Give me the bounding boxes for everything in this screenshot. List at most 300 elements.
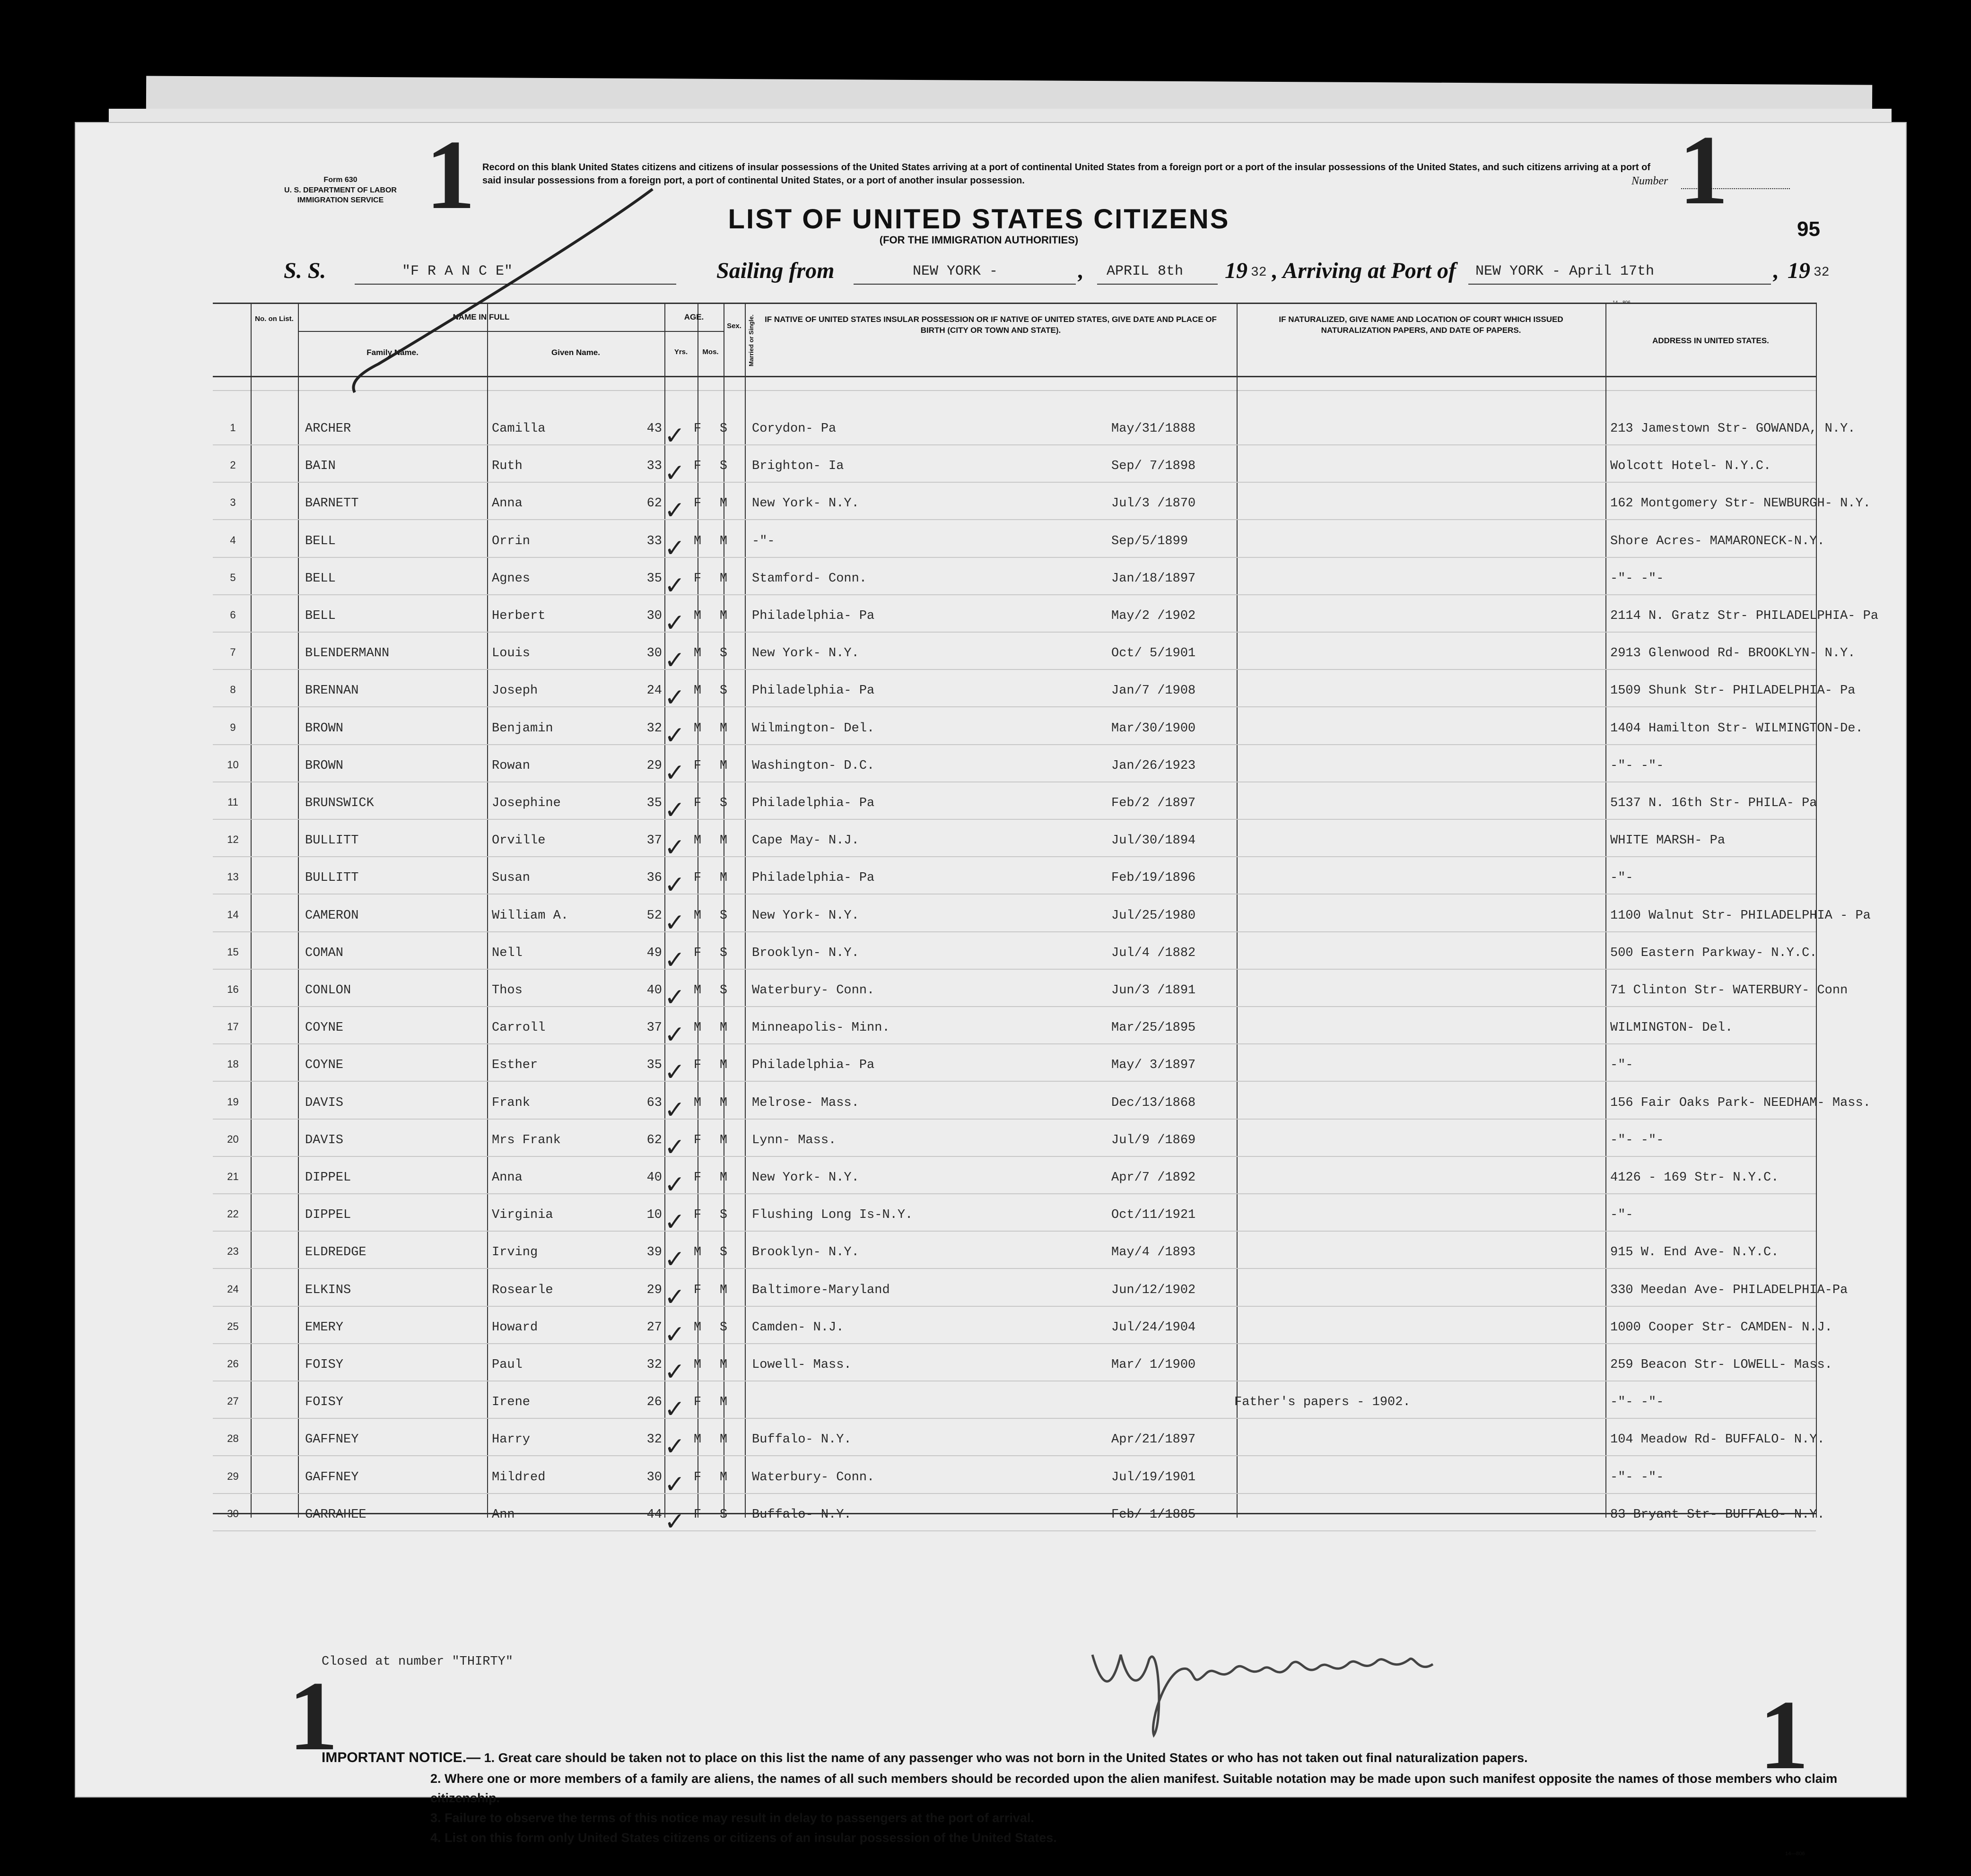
- marital-status: M: [719, 1133, 728, 1147]
- birth-date: Mar/25/1895: [1111, 1021, 1196, 1035]
- header-age: AGE.: [684, 313, 704, 321]
- sex: F: [693, 871, 702, 886]
- given-name: Howard: [492, 1320, 538, 1335]
- marital-status: M: [719, 1395, 728, 1410]
- check-mark-icon: ✓: [664, 1095, 685, 1124]
- family-name: COYNE: [305, 1021, 344, 1035]
- given-name: Joseph: [492, 684, 538, 698]
- marital-status: M: [719, 609, 728, 623]
- age-years: 33: [646, 459, 662, 474]
- birth-place: New York- N.Y.: [752, 1171, 859, 1185]
- row-rule: [213, 594, 1816, 595]
- birth-date: Apr/21/1897: [1111, 1433, 1196, 1447]
- table-row: [213, 1497, 1825, 1536]
- family-name: BARNETT: [305, 496, 359, 511]
- given-name: Ruth: [492, 459, 523, 474]
- sex: F: [693, 459, 702, 474]
- family-name: BULLITT: [305, 871, 359, 886]
- birth-place: Brooklyn- N.Y.: [752, 1245, 859, 1260]
- sex: F: [693, 796, 702, 810]
- given-name: Harry: [492, 1433, 531, 1447]
- sailing-year: 32: [1251, 265, 1267, 280]
- table-row: [213, 786, 1816, 824]
- number-field-line: [1681, 188, 1790, 189]
- table-row: [213, 1235, 1816, 1273]
- marital-status: M: [719, 1095, 728, 1110]
- birth-date: Jul/30/1894: [1111, 834, 1196, 848]
- row-rule: [213, 632, 1816, 633]
- sex: F: [693, 1507, 702, 1522]
- address: 104 Meadow Rd- BUFFALO- N.Y.: [1610, 1433, 1825, 1447]
- check-mark-icon: ✓: [664, 609, 685, 637]
- given-name: Anna: [492, 1171, 523, 1185]
- given-name: Virginia: [492, 1208, 553, 1223]
- address: -"-: [1610, 1208, 1633, 1223]
- year-prefix: 19: [1788, 258, 1810, 283]
- birth-place: Philadelphia- Pa: [752, 684, 875, 698]
- comma: ,: [1773, 258, 1779, 283]
- table-row: [213, 936, 1816, 973]
- comma: ,: [1078, 258, 1084, 283]
- address: -"- -"-: [1610, 571, 1664, 586]
- sex: M: [693, 1021, 702, 1035]
- row-rule: [213, 1530, 1816, 1531]
- check-mark-icon: ✓: [664, 1507, 685, 1536]
- row-rule: [213, 1231, 1816, 1232]
- check-mark-icon: ✓: [664, 908, 685, 937]
- address: 1404 Hamilton Str- WILMINGTON-De.: [1610, 721, 1863, 736]
- family-name: ELKINS: [305, 1283, 351, 1297]
- family-name: COYNE: [305, 1058, 344, 1073]
- row-number: 29: [227, 1470, 239, 1482]
- family-name: FOISY: [305, 1395, 344, 1410]
- row-rule: [213, 1043, 1816, 1044]
- address: 156 Fair Oaks Park- NEEDHAM- Mass.: [1610, 1095, 1871, 1110]
- marital-status: M: [719, 1058, 728, 1073]
- sex: M: [693, 534, 702, 548]
- given-name: Herbert: [492, 609, 546, 623]
- marital-status: S: [719, 684, 728, 698]
- family-name: DIPPEL: [305, 1208, 351, 1223]
- age-years: 40: [646, 983, 662, 998]
- header-address: ADDRESS IN UNITED STATES.: [1652, 336, 1769, 345]
- row-rule: [213, 1193, 1816, 1194]
- family-name: BELL: [305, 534, 336, 548]
- age-years: 63: [646, 1095, 662, 1110]
- marital-status: S: [719, 796, 728, 810]
- header-months: Mos.: [702, 348, 719, 356]
- check-stroke: [303, 184, 662, 449]
- marital-status: S: [719, 908, 728, 923]
- check-mark-icon: ✓: [664, 1021, 685, 1050]
- address: 213 Jamestown Str- GOWANDA, N.Y.: [1610, 422, 1856, 436]
- family-name: ELDREDGE: [305, 1245, 366, 1260]
- birth-place: Philadelphia- Pa: [752, 871, 875, 886]
- birth-date: Feb/ 1/1885: [1111, 1507, 1196, 1522]
- birth-date: Oct/11/1921: [1111, 1208, 1196, 1223]
- arrival-year: 32: [1814, 265, 1830, 280]
- birth-date: Mar/30/1900: [1111, 721, 1196, 736]
- marital-status: S: [719, 983, 728, 998]
- marital-status: S: [719, 1320, 728, 1335]
- record-instructions: Record on this blank United States citizens and citizens of insular possessions of the United States arriving at a port of continental United States from a foreign port or a port of the insular possessions of the United States, and such citizens arriving at a port of said insular possessions from a foreign port, a port of continental United States, or a port of another insular possession.: [482, 162, 1650, 186]
- row-number: 24: [227, 1283, 239, 1295]
- row-rule: [213, 519, 1816, 520]
- row-number: 12: [227, 834, 239, 846]
- naturalization-note: Father's papers - 1902.: [1234, 1395, 1411, 1410]
- birth-place: Cape May- N.J.: [752, 834, 859, 848]
- sex: F: [693, 1133, 702, 1147]
- family-name: FOISY: [305, 1358, 344, 1372]
- given-name: Irene: [492, 1395, 531, 1410]
- marital-status: S: [719, 1507, 728, 1522]
- check-mark-icon: ✓: [664, 796, 685, 825]
- address: 500 Eastern Parkway- N.Y.C.: [1610, 946, 1817, 960]
- sex: M: [693, 1095, 702, 1110]
- age-years: 32: [646, 1358, 662, 1372]
- given-name: Orville: [492, 834, 546, 848]
- sex: M: [693, 834, 702, 848]
- arrival-port-date: NEW YORK - April 17th: [1475, 263, 1655, 279]
- sex: M: [693, 684, 702, 698]
- age-years: 44: [646, 1507, 662, 1522]
- address: 2114 N. Gratz Str- PHILADELPHIA- Pa: [1610, 609, 1879, 623]
- check-mark-icon: ✓: [664, 1208, 685, 1237]
- department-name: U. S. DEPARTMENT OF LABOR: [284, 186, 397, 194]
- family-name: BLENDERMANN: [305, 646, 390, 661]
- birth-date: Mar/ 1/1900: [1111, 1358, 1196, 1372]
- closing-note: Closed at number "THIRTY": [322, 1655, 514, 1669]
- address: 915 W. End Ave- N.Y.C.: [1610, 1245, 1779, 1260]
- sex: M: [693, 908, 702, 923]
- address: 71 Clinton Str- WATERBURY- Conn: [1610, 983, 1848, 998]
- table-row: [213, 599, 1879, 637]
- marital-status: M: [719, 534, 728, 548]
- row-number: 27: [227, 1395, 239, 1407]
- check-mark-icon: ✓: [664, 1470, 685, 1499]
- age-years: 35: [646, 796, 662, 810]
- age-years: 37: [646, 834, 662, 848]
- birth-date: Jun/3 /1891: [1111, 983, 1196, 998]
- row-number: 18: [227, 1058, 239, 1070]
- row-rule: [213, 856, 1816, 857]
- address: 162 Montgomery Str- NEWBURGH- N.Y.: [1610, 496, 1871, 511]
- birth-date: Jul/25/1980: [1111, 908, 1196, 923]
- row-rule: [213, 1081, 1816, 1082]
- age-subhead-rule: [664, 331, 724, 332]
- header-family-name: Family Name.: [366, 348, 419, 357]
- family-name: BRUNSWICK: [305, 796, 374, 810]
- row-number: 19: [227, 1095, 239, 1108]
- family-name: CONLON: [305, 983, 351, 998]
- row-number: 11: [227, 796, 238, 808]
- table-row: [213, 973, 1848, 1012]
- row-rule: [213, 1306, 1816, 1307]
- family-name: ARCHER: [305, 422, 351, 436]
- sex: F: [693, 1208, 702, 1223]
- age-years: 30: [646, 646, 662, 661]
- page-number: 95: [1797, 217, 1820, 241]
- given-name: Anna: [492, 496, 523, 511]
- check-mark-icon: ✓: [664, 1058, 685, 1087]
- row-rule: [213, 819, 1816, 820]
- check-mark-icon: ✓: [664, 496, 685, 525]
- age-years: 32: [646, 1433, 662, 1447]
- address: 4126 - 169 Str- N.Y.C.: [1610, 1171, 1779, 1185]
- page-subtitle: (FOR THE IMMIGRATION AUTHORITIES): [879, 234, 1079, 246]
- row-number: 4: [230, 534, 236, 546]
- marital-status: M: [719, 1171, 728, 1185]
- sex: M: [693, 646, 702, 661]
- birth-place: Buffalo- N.Y.: [752, 1433, 852, 1447]
- given-name: Esther: [492, 1058, 538, 1073]
- check-mark-icon: ✓: [664, 983, 685, 1012]
- check-mark-icon: ✓: [664, 1283, 685, 1311]
- birth-place: Camden- N.J.: [752, 1320, 844, 1335]
- check-mark-icon: ✓: [664, 834, 685, 862]
- marital-status: M: [719, 834, 728, 848]
- row-rule: [213, 482, 1816, 483]
- passenger-table: [213, 303, 1879, 1536]
- given-name: Paul: [492, 1358, 523, 1372]
- table-row: [213, 486, 1871, 525]
- check-mark-icon: ✓: [664, 1395, 685, 1424]
- address: 259 Beacon Str- LOWELL- Mass.: [1610, 1358, 1832, 1372]
- row-rule: [213, 1343, 1816, 1344]
- row-rule: [213, 706, 1816, 707]
- inspector-signature: [1083, 1626, 1452, 1740]
- age-years: 37: [646, 1021, 662, 1035]
- row-number: 22: [227, 1208, 239, 1220]
- row-number: 25: [227, 1320, 239, 1332]
- row-number: 23: [227, 1245, 239, 1258]
- age-years: 43: [646, 422, 662, 436]
- marital-status: M: [719, 871, 728, 886]
- from-port: NEW YORK -: [913, 263, 998, 279]
- birth-place: Melrose- Mass.: [752, 1095, 859, 1110]
- birth-place: New York- N.Y.: [752, 496, 859, 511]
- row-rule: [213, 1268, 1816, 1269]
- age-years: 36: [646, 871, 662, 886]
- given-name: Rowan: [492, 758, 531, 773]
- header-years: Yrs.: [674, 348, 688, 356]
- birth-place: Stamford- Conn.: [752, 571, 867, 586]
- sex: F: [693, 758, 702, 773]
- birth-date: Jul/3 /1870: [1111, 496, 1196, 511]
- row-number: 9: [230, 721, 236, 733]
- marital-status: S: [719, 459, 728, 474]
- marital-status: S: [719, 646, 728, 661]
- form-code: 14—806: [1613, 300, 1631, 305]
- family-name: GAFFNEY: [305, 1470, 359, 1485]
- birth-date: Jan/7 /1908: [1111, 684, 1196, 698]
- family-name: GARRAHEE: [305, 1507, 366, 1522]
- service-name: IMMIGRATION SERVICE: [297, 196, 384, 205]
- birth-place: Buffalo- N.Y.: [752, 1507, 852, 1522]
- address: WHITE MARSH- Pa: [1610, 834, 1726, 848]
- family-name: EMERY: [305, 1320, 344, 1335]
- birth-place: Baltimore-Maryland: [752, 1283, 890, 1297]
- header-name-in-full: NAME IN FULL: [453, 313, 510, 321]
- check-mark-icon: ✓: [664, 1171, 685, 1199]
- header-birth-place: IF NATIVE OF UNITED STATES INSULAR POSSESSION OR IF NATIVE OF UNITED STATES, GIVE DATE AND PLACE OF BIRTH (CITY OR TOWN AND STATE).: [765, 315, 1217, 335]
- family-name: BULLITT: [305, 834, 359, 848]
- address: -"- -"-: [1610, 1133, 1664, 1147]
- notice-item: 4. List on this form only United States citizens or citizens of an insular possession of the United States.: [430, 1831, 1057, 1845]
- birth-date: Sep/5/1899: [1111, 534, 1188, 548]
- ss-label: S. S.: [284, 258, 326, 283]
- header-naturalized: IF NATURALIZED, GIVE NAME AND LOCATION OF COURT WHICH ISSUED NATURALIZATION PAPERS, AND DATE OF PAPERS.: [1279, 315, 1563, 335]
- age-years: 39: [646, 1245, 662, 1260]
- marital-status: M: [719, 758, 728, 773]
- marital-status: S: [719, 1208, 728, 1223]
- check-mark-icon: ✓: [664, 1320, 685, 1349]
- birth-place: Corydon- Pa: [752, 422, 837, 436]
- marital-status: M: [719, 571, 728, 586]
- header-no-on-list: No. on List.: [255, 315, 294, 323]
- marital-status: M: [719, 1021, 728, 1035]
- row-rule: [213, 1156, 1816, 1157]
- table-row: [213, 1123, 1816, 1161]
- table-row: [213, 1422, 1825, 1461]
- check-mark-icon: ✓: [664, 571, 685, 600]
- birth-date: May/2 /1902: [1111, 609, 1196, 623]
- birth-place: Waterbury- Conn.: [752, 1470, 875, 1485]
- family-name: BRENNAN: [305, 684, 359, 698]
- arriving-label: , Arriving at Port of: [1272, 258, 1456, 283]
- age-years: 26: [646, 1395, 662, 1410]
- age-years: 27: [646, 1320, 662, 1335]
- birth-date: Feb/2 /1897: [1111, 796, 1196, 810]
- age-years: 29: [646, 758, 662, 773]
- address: Shore Acres- MAMARONECK-N.Y.: [1610, 534, 1825, 548]
- family-name: GAFFNEY: [305, 1433, 359, 1447]
- marital-status: S: [719, 946, 728, 960]
- arrival-line: [1468, 284, 1771, 285]
- birth-date: Oct/ 5/1901: [1111, 646, 1196, 661]
- sex: F: [693, 571, 702, 586]
- given-name: Louis: [492, 646, 531, 661]
- age-years: 30: [646, 1470, 662, 1485]
- given-name: Nell: [492, 946, 523, 960]
- age-years: 49: [646, 946, 662, 960]
- check-mark-icon: ✓: [664, 534, 685, 563]
- birth-place: Brooklyn- N.Y.: [752, 946, 859, 960]
- given-name: Orrin: [492, 534, 531, 548]
- age-years: 29: [646, 1283, 662, 1297]
- given-name: Camilla: [492, 422, 546, 436]
- list-number-mark: 1: [426, 120, 475, 230]
- check-mark-icon: ✓: [664, 1245, 685, 1274]
- row-number: 21: [227, 1171, 239, 1182]
- check-mark-icon: ✓: [664, 758, 685, 787]
- row-rule: [213, 969, 1816, 970]
- row-number: 7: [230, 646, 236, 659]
- number-label: Number: [1631, 175, 1668, 187]
- sex: M: [693, 1433, 702, 1447]
- table-row: [213, 748, 1816, 786]
- table-row: [213, 524, 1825, 563]
- row-number: 13: [227, 871, 239, 883]
- check-mark-icon: ✓: [664, 684, 685, 712]
- birth-date: Jul/9 /1869: [1111, 1133, 1196, 1147]
- given-name: Mrs Frank: [492, 1133, 561, 1147]
- row-rule: [213, 744, 1816, 745]
- given-name: Susan: [492, 871, 531, 886]
- notice-item: 2. Where one or more members of a family are aliens, the names of all such members should be recorded upon the alien manifest. Suitable notation may be made upon such manifest opposite the names of those members who claim citizenship.: [430, 1771, 1838, 1806]
- age-years: 35: [646, 571, 662, 586]
- list-number-mark: 1: [1679, 115, 1728, 225]
- birth-date: May/31/1888: [1111, 422, 1196, 436]
- given-name: Frank: [492, 1095, 531, 1110]
- age-years: 62: [646, 496, 662, 511]
- birth-place: Philadelphia- Pa: [752, 796, 875, 810]
- birth-place: -"-: [752, 534, 775, 548]
- address: Wolcott Hotel- N.Y.C.: [1610, 459, 1771, 474]
- marital-status: S: [719, 422, 728, 436]
- family-name: COMAN: [305, 946, 344, 960]
- birth-date: Jun/12/1902: [1111, 1283, 1196, 1297]
- address: 1100 Walnut Str- PHILADELPHIA - Pa: [1610, 908, 1871, 923]
- manifest-page: [76, 115, 1906, 1857]
- table-row: [213, 561, 1816, 599]
- given-name: Benjamin: [492, 721, 553, 736]
- marital-status: M: [719, 1433, 728, 1447]
- birth-date: May/4 /1893: [1111, 1245, 1196, 1260]
- address: -"-: [1610, 871, 1633, 886]
- sailing-date-line: [1097, 284, 1218, 285]
- check-mark-icon: ✓: [664, 422, 685, 450]
- table-row: [213, 1048, 1816, 1086]
- sex: M: [693, 609, 702, 623]
- check-mark-icon: ✓: [664, 946, 685, 974]
- birth-place: Lowell- Mass.: [752, 1358, 852, 1372]
- birth-place: Wilmington- Del.: [752, 721, 875, 736]
- family-name: BELL: [305, 571, 336, 586]
- sex: F: [693, 1171, 702, 1185]
- row-number: 15: [227, 946, 239, 958]
- row-number: 5: [230, 571, 236, 583]
- birth-place: New York- N.Y.: [752, 646, 859, 661]
- notice-lead: IMPORTANT NOTICE.—: [322, 1750, 481, 1765]
- birth-place: Lynn- Mass.: [752, 1133, 837, 1147]
- row-number: 10: [227, 758, 239, 771]
- birth-date: Apr/7 /1892: [1111, 1171, 1196, 1185]
- table-row: [213, 898, 1871, 937]
- check-mark-icon: ✓: [664, 646, 685, 675]
- table-row: [213, 1198, 1816, 1235]
- year-prefix: 19: [1225, 258, 1247, 283]
- birth-place: Washington- D.C.: [752, 758, 875, 773]
- age-years: 10: [646, 1208, 662, 1223]
- marital-status: M: [719, 1470, 728, 1485]
- check-mark-icon: ✓: [664, 721, 685, 750]
- given-name: Carroll: [492, 1021, 546, 1035]
- table-row: [213, 673, 1856, 712]
- family-name: BELL: [305, 609, 336, 623]
- notice-item: 3. Failure to observe the terms of this notice may result in delay to passengers at the port of arrival.: [430, 1811, 1034, 1825]
- row-number: 6: [230, 609, 236, 621]
- table-row: [213, 636, 1856, 675]
- birth-date: Sep/ 7/1898: [1111, 459, 1196, 474]
- age-years: 62: [646, 1133, 662, 1147]
- birth-date: Dec/13/1868: [1111, 1095, 1196, 1110]
- check-mark-icon: ✓: [664, 1358, 685, 1386]
- row-rule: [213, 894, 1816, 895]
- sex: M: [693, 1245, 702, 1260]
- table-row: [213, 1086, 1871, 1124]
- row-number: 28: [227, 1433, 239, 1445]
